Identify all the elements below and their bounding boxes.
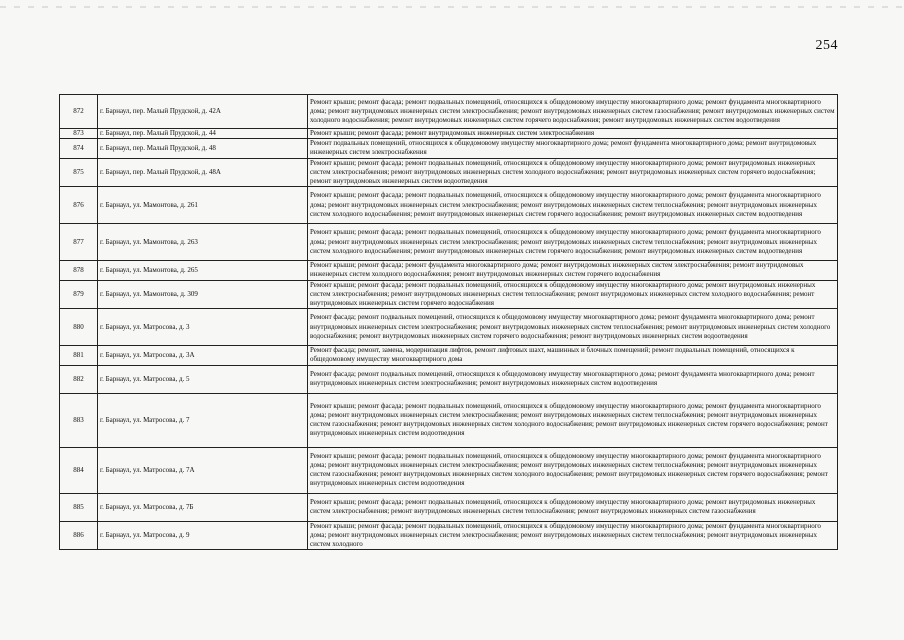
row-number-cell: 882 <box>60 365 98 393</box>
row-number-cell: 879 <box>60 280 98 309</box>
repair-works-cell: Ремонт крыши; ремонт фасада; ремонт подвальных помещений, относящихся к общедомовому имуществу многоквартирного дома; ремонт фундамента многоквартирного дома; ремонт внутридомовых инженерных систем электроснабжения; ремонт внутридомовых инженерных систем газоснабжения; ремонт внутридомовых инженерных систем холодного водоснабжения; ремонт внутридомовых инженерных систем горячего водоснабжения; ремонт внутридомовых инженерных систем водоотведения <box>308 95 838 129</box>
table-row <box>60 393 838 447</box>
row-number-cell: 881 <box>60 346 98 365</box>
repair-works-cell: Ремонт крыши; ремонт фасада; ремонт подвальных помещений, относящихся к общедомовому имуществу многоквартирного дома; ремонт фундамента многоквартирного дома; ремонт внутридомовых инженерных систем электроснабжения; ремонт внутридомовых инженерных систем теплоснабжения; ремонт внутридомовых инженерных систем газоснабжения; ремонт внутридомовых инженерных систем холодного водоснабжения; ремонт внутридомовых инженерных систем горячего водоснабжения; ремонт внутридомовых инженерных систем водоотведения <box>308 447 838 493</box>
row-number-cell: 878 <box>60 261 98 280</box>
table-row <box>60 447 838 493</box>
repair-works-cell: Ремонт крыши; ремонт фасада; ремонт подвальных помещений, относящихся к общедомовому имуществу многоквартирного дома; ремонт фундамента многоквартирного дома; ремонт внутридомовых инженерных систем электроснабжения; ремонт внутридомовых инженерных систем теплоснабжения; ремонт внутридомовых инженерных систем холодного водоснабжения; ремонт внутридомовых инженерных систем горячего водоснабжения; ремонт внутридомовых инженерных систем водоотведения <box>308 224 838 261</box>
address-cell: г. Барнаул, пер. Малый Прудской, д. 48 <box>98 139 308 158</box>
scan-artifact-line <box>0 6 904 8</box>
page-number: 254 <box>815 38 838 53</box>
address-cell: г. Барнаул, пер. Малый Прудской, д. 48А <box>98 158 308 187</box>
row-number-cell: 877 <box>60 224 98 261</box>
row-number-cell: 885 <box>60 493 98 521</box>
address-cell: г. Барнаул, ул. Мамонтова, д. 265 <box>98 261 308 280</box>
table-row <box>60 280 838 309</box>
table-row <box>60 129 838 139</box>
address-cell: г. Барнаул, пер. Малый Прудской, д. 42А <box>98 95 308 129</box>
row-number-cell: 873 <box>60 129 98 139</box>
table-body <box>60 95 838 550</box>
repair-works-cell: Ремонт крыши; ремонт фасада; ремонт подвальных помещений, относящихся к общедомовому имуществу многоквартирного дома; ремонт внутридомовых инженерных систем электроснабжения; ремонт внутридомовых инженерных систем холодного водоснабжения; ремонт внутридомовых инженерных систем горячего водоснабжения; ремонт внутридомовых инженерных систем водоотведения <box>308 158 838 187</box>
table-row <box>60 521 838 550</box>
repair-register-table <box>59 94 838 550</box>
address-cell: г. Барнаул, ул. Матросова, д. 3 <box>98 309 308 346</box>
table-row <box>60 365 838 393</box>
table-row <box>60 224 838 261</box>
repair-works-cell: Ремонт крыши; ремонт фасада; ремонт подвальных помещений, относящихся к общедомовому имуществу многоквартирного дома; ремонт фундамента многоквартирного дома; ремонт внутридомовых инженерных систем электроснабжения; ремонт внутридомовых инженерных систем теплоснабжения; ремонт внутридомовых инженерных систем холодного <box>308 521 838 550</box>
address-cell: г. Барнаул, ул. Мамонтова, д. 309 <box>98 280 308 309</box>
address-cell: г. Барнаул, ул. Матросова, д. 5 <box>98 365 308 393</box>
repair-works-cell: Ремонт крыши; ремонт фасада; ремонт подвальных помещений, относящихся к общедомовому имуществу многоквартирного дома; ремонт фундамента многоквартирного дома; ремонт внутридомовых инженерных систем электроснабжения; ремонт внутридомовых инженерных систем теплоснабжения; ремонт внутридомовых инженерных систем газоснабжения; ремонт внутридомовых инженерных систем холодного водоснабжения; ремонт внутридомовых инженерных систем горячего водоснабжения; ремонт внутридомовых инженерных систем водоотведения <box>308 393 838 447</box>
address-cell: г. Барнаул, ул. Матросова, д. 7 <box>98 393 308 447</box>
address-cell: г. Барнаул, ул. Мамонтова, д. 263 <box>98 224 308 261</box>
address-cell: г. Барнаул, пер. Малый Прудской, д. 44 <box>98 129 308 139</box>
table-row <box>60 261 838 280</box>
row-number-cell: 872 <box>60 95 98 129</box>
address-cell: г. Барнаул, ул. Матросова, д. 3А <box>98 346 308 365</box>
address-cell: г. Барнаул, ул. Матросова, д. 7А <box>98 447 308 493</box>
repair-works-cell: Ремонт подвальных помещений, относящихся к общедомовому имуществу многоквартирного дома; ремонт фундамента многоквартирного дома; ремонт внутридомовых инженерных систем электроснабжения <box>308 139 838 158</box>
row-number-cell: 884 <box>60 447 98 493</box>
row-number-cell: 883 <box>60 393 98 447</box>
row-number-cell: 880 <box>60 309 98 346</box>
repair-works-cell: Ремонт крыши; ремонт фасада; ремонт подвальных помещений, относящихся к общедомовому имуществу многоквартирного дома; ремонт внутридомовых инженерных систем электроснабжения; ремонт внутридомовых инженерных систем теплоснабжения; ремонт внутридомовых инженерных систем холодного водоснабжения; ремонт внутридомовых инженерных систем горячего водоснабжения <box>308 280 838 309</box>
row-number-cell: 886 <box>60 521 98 550</box>
repair-works-cell: Ремонт крыши; ремонт фасада; ремонт фундамента многоквартирного дома; ремонт внутридомовых инженерных систем электроснабжения; ремонт внутридомовых инженерных систем холодного водоснабжения; ремонт внутридомовых инженерных систем горячего водоснабжения <box>308 261 838 280</box>
address-cell: г. Барнаул, ул. Мамонтова, д. 261 <box>98 187 308 224</box>
table-row <box>60 158 838 187</box>
repair-works-cell: Ремонт фасада; ремонт подвальных помещений, относящихся к общедомовому имуществу многоквартирного дома; ремонт фундамента многоквартирного дома; ремонт внутридомовых инженерных систем электроснабжения; ремонт внутридомовых инженерных систем теплоснабжения; ремонт внутридомовых инженерных систем холодного водоснабжения; ремонт внутридомовых инженерных систем горячего водоснабжения; ремонт внутридомовых инженерных систем водоотведения <box>308 309 838 346</box>
table-row <box>60 187 838 224</box>
repair-works-cell: Ремонт фасада; ремонт, замена, модернизация лифтов, ремонт лифтовых шахт, машинных и блочных помещений; ремонт подвальных помещений, относящихся к общедомовому имуществу многоквартирного дома <box>308 346 838 365</box>
table-row <box>60 493 838 521</box>
row-number-cell: 875 <box>60 158 98 187</box>
repair-works-cell: Ремонт фасада; ремонт подвальных помещений, относящихся к общедомовому имуществу многоквартирного дома; ремонт фундамента многоквартирного дома; ремонт внутридомовых инженерных систем электроснабжения; ремонт внутридомовых инженерных систем водоотведения <box>308 365 838 393</box>
table-row <box>60 346 838 365</box>
row-number-cell: 874 <box>60 139 98 158</box>
address-cell: г. Барнаул, ул. Матросова, д. 9 <box>98 521 308 550</box>
repair-works-cell: Ремонт крыши; ремонт фасада; ремонт подвальных помещений, относящихся к общедомовому имуществу многоквартирного дома; ремонт фундамента многоквартирного дома; ремонт внутридомовых инженерных систем электроснабжения; ремонт внутридомовых инженерных систем теплоснабжения; ремонт внутридомовых инженерных систем холодного водоснабжения; ремонт внутридомовых инженерных систем горячего водоснабжения; ремонт внутридомовых инженерных систем водоотведения <box>308 187 838 224</box>
row-number-cell: 876 <box>60 187 98 224</box>
repair-works-cell: Ремонт крыши; ремонт фасада; ремонт внутридомовых инженерных систем электроснабжения <box>308 129 838 139</box>
table-row <box>60 309 838 346</box>
address-cell: г. Барнаул, ул. Матросова, д. 7Б <box>98 493 308 521</box>
table-row <box>60 139 838 158</box>
repair-works-cell: Ремонт крыши; ремонт фасада; ремонт подвальных помещений, относящихся к общедомовому имуществу многоквартирного дома; ремонт внутридомовых инженерных систем электроснабжения; ремонт внутридомовых инженерных систем теплоснабжения; ремонт внутридомовых инженерных систем газоснабжения <box>308 493 838 521</box>
table-row <box>60 95 838 129</box>
